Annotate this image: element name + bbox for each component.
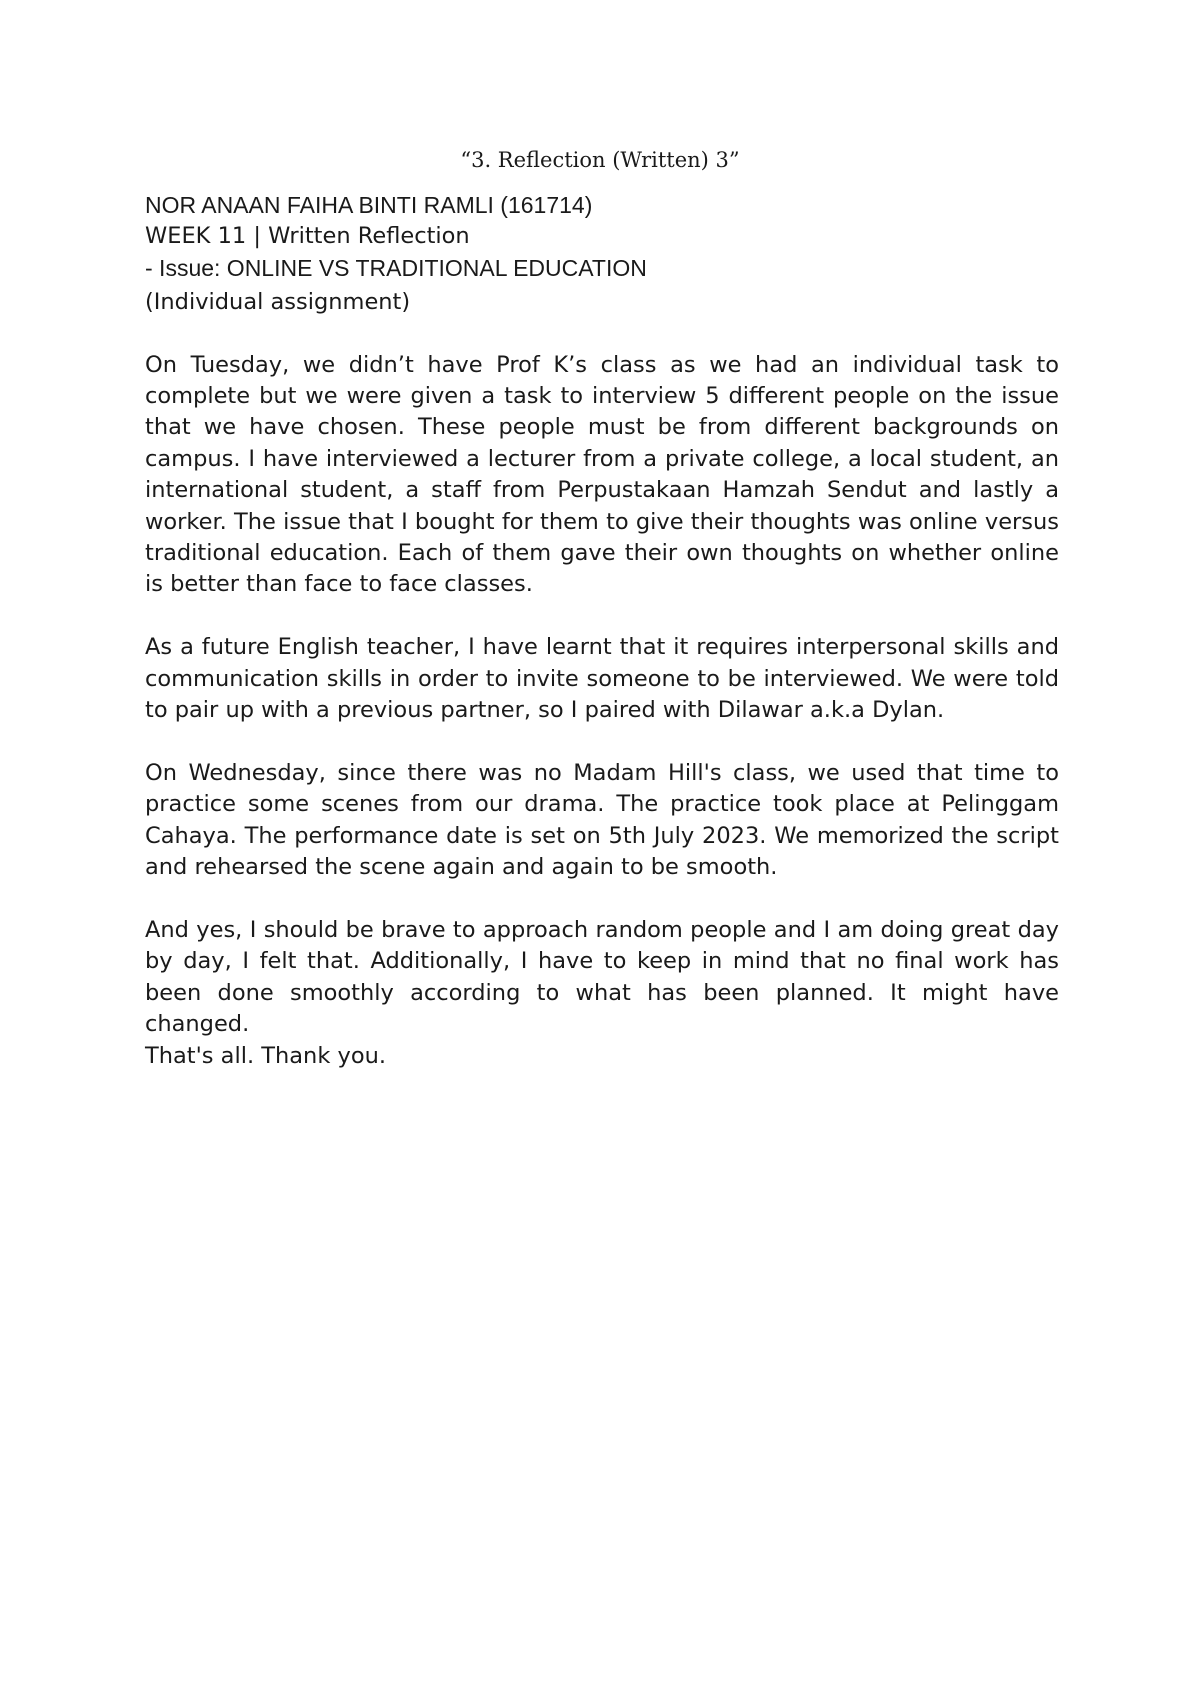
student-name-line: NOR ANAAN FAIHA BINTI RAMLI (161714) (145, 192, 593, 218)
assignment-type-line: (Individual assignment) (145, 289, 411, 316)
paragraph-conclusion: And yes, I should be brave to approach random people and I am doing great day by day, I felt that. Additionally, I have to keep in mind that no final work has been done smoothly according to what has been planned. It might have changed. (145, 916, 1059, 1038)
paragraph-wednesday: On Wednesday, since there was no Madam Hill's class, we used that time to practice some scenes from our drama. The practice took place at Pelinggam Cahaya. The performance date is set on 5th July 2023. We memorized the script and rehearsed the scene again and again to be smooth. (145, 759, 1059, 881)
paragraph-future-teacher: As a future English teacher, I have learnt that it requires interpersonal skills and communication skills in order to invite someone to be interviewed. We were told to pair up with a previous partner, so I paired with Dilawar a.k.a Dylan. (145, 634, 1059, 724)
document-title: “3. Reflection (Written) 3” (460, 148, 740, 172)
issue-line: - Issue: ONLINE VS TRADITIONAL EDUCATION (145, 254, 647, 281)
document-body (145, 190, 1059, 1072)
closing-line: That's all. Thank you. (145, 1042, 386, 1069)
paragraph-tuesday: On Tuesday, we didn’t have Prof K’s class as we had an individual task to complete but we were given a task to interview 5 different people on the issue that we have chosen. These people must be from different backgrounds on campus. I have interviewed a lecturer from a private college, a local student, an international student, a staff from Perpustakaan Hamzah Sendut and lastly a worker. The issue that I bought for them to give their thoughts was online versus traditional education. Each of them gave their own thoughts on whether online is better than face to face classes. (145, 351, 1059, 598)
week-line: WEEK 11 | Written Reflection (145, 223, 470, 250)
